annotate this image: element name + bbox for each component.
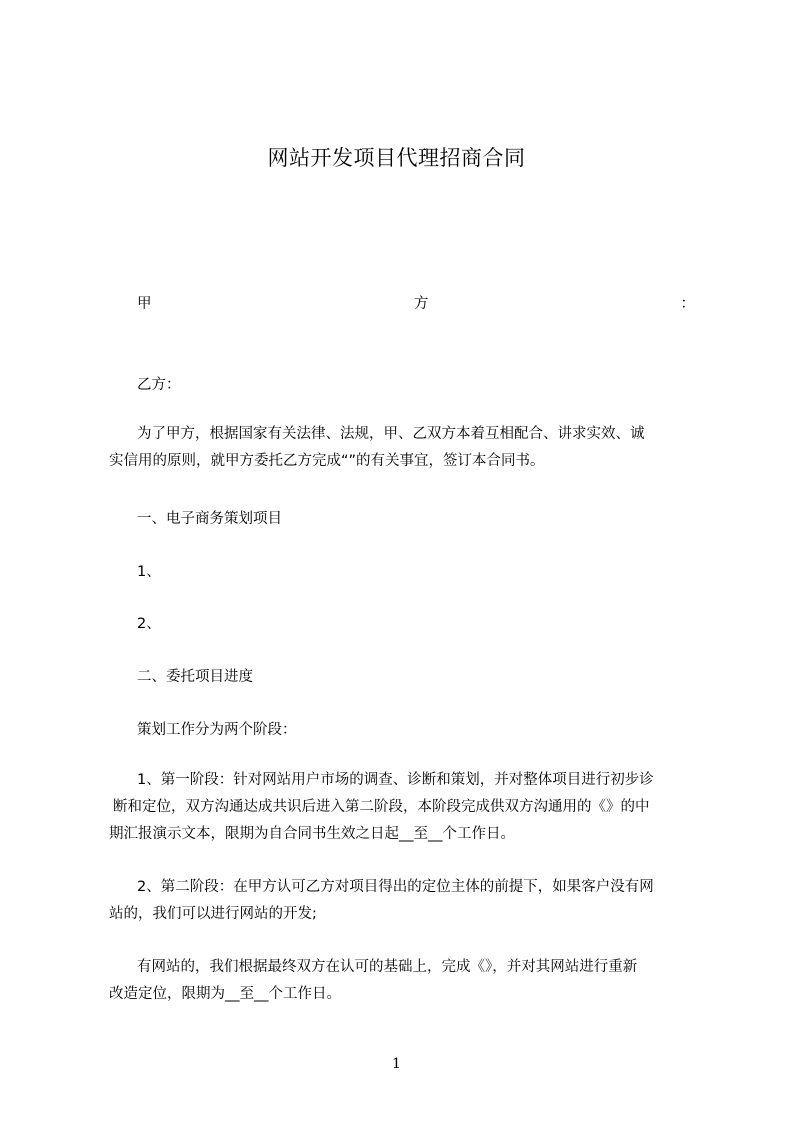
- existing-site-line-1: 有网站的，我们根据最终双方在认可的基础上，完成《》，并对其网站进行重新: [137, 959, 638, 975]
- intro-line-2: 实信用的原则，就甲方委托乙方完成“”的有关事宜，签订本合同书。: [109, 453, 545, 469]
- stage-1-line-1: 1、第一阶段：针对网站用户市场的调查、诊断和策划，并对整体项目进行初步诊: [137, 772, 654, 788]
- party-a-char-1: 甲: [137, 296, 152, 312]
- existing-site-paragraph: [0, 954, 637, 1008]
- section-1-item-2: 2、: [137, 616, 161, 632]
- stage-1-line-2: 断和定位，双方沟通达成共识后进入第二阶段，本阶段完成供双方沟通用的《》的中: [113, 799, 650, 815]
- party-a-line: [137, 292, 695, 312]
- stage-2-paragraph: [0, 874, 654, 928]
- section-2-subheading: 策划工作分为两个阶段：: [137, 722, 297, 738]
- page-number: 1: [392, 1056, 401, 1072]
- section-1-heading: 一、电子商务策划项目: [137, 511, 282, 527]
- party-a-colon: ：: [680, 296, 695, 312]
- stage-2-line-1: 2、第二阶段：在甲方认可乙方对项目得出的定位主体的前提下，如果客户没有网: [137, 879, 654, 895]
- intro-line-1: 为了甲方，根据国家有关法律、法规，甲、乙双方本着互相配合、讲求实效、诚: [137, 426, 645, 442]
- section-2-heading: 二、委托项目进度: [137, 669, 253, 685]
- stage-1-line-3: 期汇报演示文本，限期为自合同书生效之日起__至__个工作日。: [109, 826, 515, 842]
- intro-paragraph: [0, 421, 645, 475]
- existing-site-line-2: 改造定位，限期为__至__个工作日。: [109, 986, 341, 1002]
- section-1-item-1: 1、: [137, 564, 161, 580]
- stage-1-paragraph: [0, 767, 654, 848]
- stage-2-line-2: 站的，我们可以进行网站的开发;: [109, 906, 317, 922]
- party-b-line: 乙方：: [137, 377, 181, 393]
- party-a-char-2: 方: [414, 296, 429, 312]
- document-title: 网站开发项目代理招商合同: [267, 146, 526, 170]
